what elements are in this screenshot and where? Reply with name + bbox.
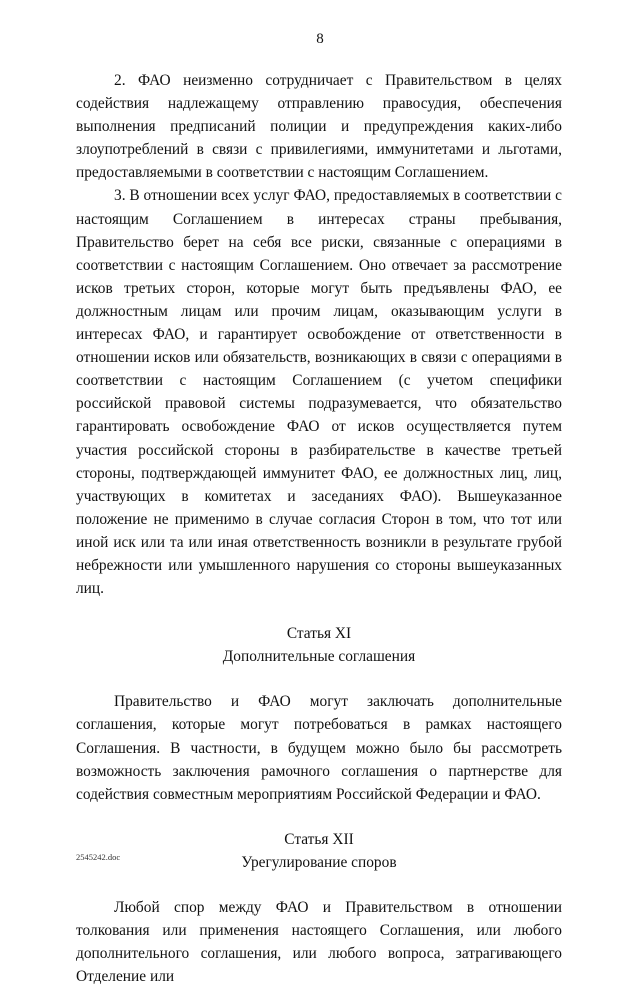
paragraph-3: 3. В отношении всех услуг ФАО, предоставляемых в соответствии с настоящим Соглашением в интересах страны пребывания, Правительство берет на себя все риски, связанные с операциями в соответствии с настоящим Соглашением. Оно отвечает за рассмотрение исков третьих сторон, которые могут быть предъявлены ФАО, ее должностным лицам или прочим лицам, оказывающим услуги в интересах ФАО, и гарантирует освобождение от ответственности в отношении исков или обязательств, возникающих в связи с операциями в соответствии с настоящим Соглашением (с учетом специфики российской правовой системы подразумевается, что обязательство гарантировать освобождение ФАО от исков осуществляется путем участия российской стороны в разбирательстве в качестве третьей стороны, подтверждающей иммунитет ФАО, ее должностных лиц, лиц, участвующих в комитетах и заседаниях ФАО). Вышеуказанное положение не применимо в случае согласия Сторон в том, что тот или иной иск или та или иная ответственность возникли в результате грубой небрежности или умышленного нарушения со стороны вышеуказанных лиц.: [76, 187, 562, 598]
document-file-id: 2545242.doc: [76, 852, 121, 862]
article-xi-body: Правительство и ФАО могут заключать дополнительные соглашения, которые могут потребоваться в рамках настоящего Соглашения. В частности, в будущем можно было бы рассмотреть возможность заключения рамочного соглашения о партнерстве для содействия совместным мероприятиям Российской Федерации и ФАО.: [76, 693, 562, 803]
document-body: [76, 69, 562, 988]
article-xii-body: Любой спор между ФАО и Правительством в отношении толкования или применения настоящего Соглашения, или любого дополнительного соглашения, или любого вопроса, затрагивающего Отделение или: [76, 899, 562, 986]
page-number: 8: [316, 31, 324, 47]
paragraph-2: 2. ФАО неизменно сотрудничает с Правительством в целях содействия надлежащему отправлению правосудия, обеспечения выполнения предписаний полиции и предупреждения каких-либо злоупотреблений в связи с привилегиями, иммунитетами и льготами, предоставляемыми в соответствии с настоящим Соглашением.: [76, 72, 562, 182]
article-xi-title: Статья XI: [286, 625, 352, 643]
article-xii-title: Статья XII: [284, 830, 354, 848]
article-xi-heading: [76, 622, 562, 668]
article-xi-subtitle: Дополнительные соглашения: [222, 648, 416, 666]
article-xii-subtitle: Урегулирование споров: [241, 853, 397, 871]
article-xii-heading: [76, 828, 562, 874]
